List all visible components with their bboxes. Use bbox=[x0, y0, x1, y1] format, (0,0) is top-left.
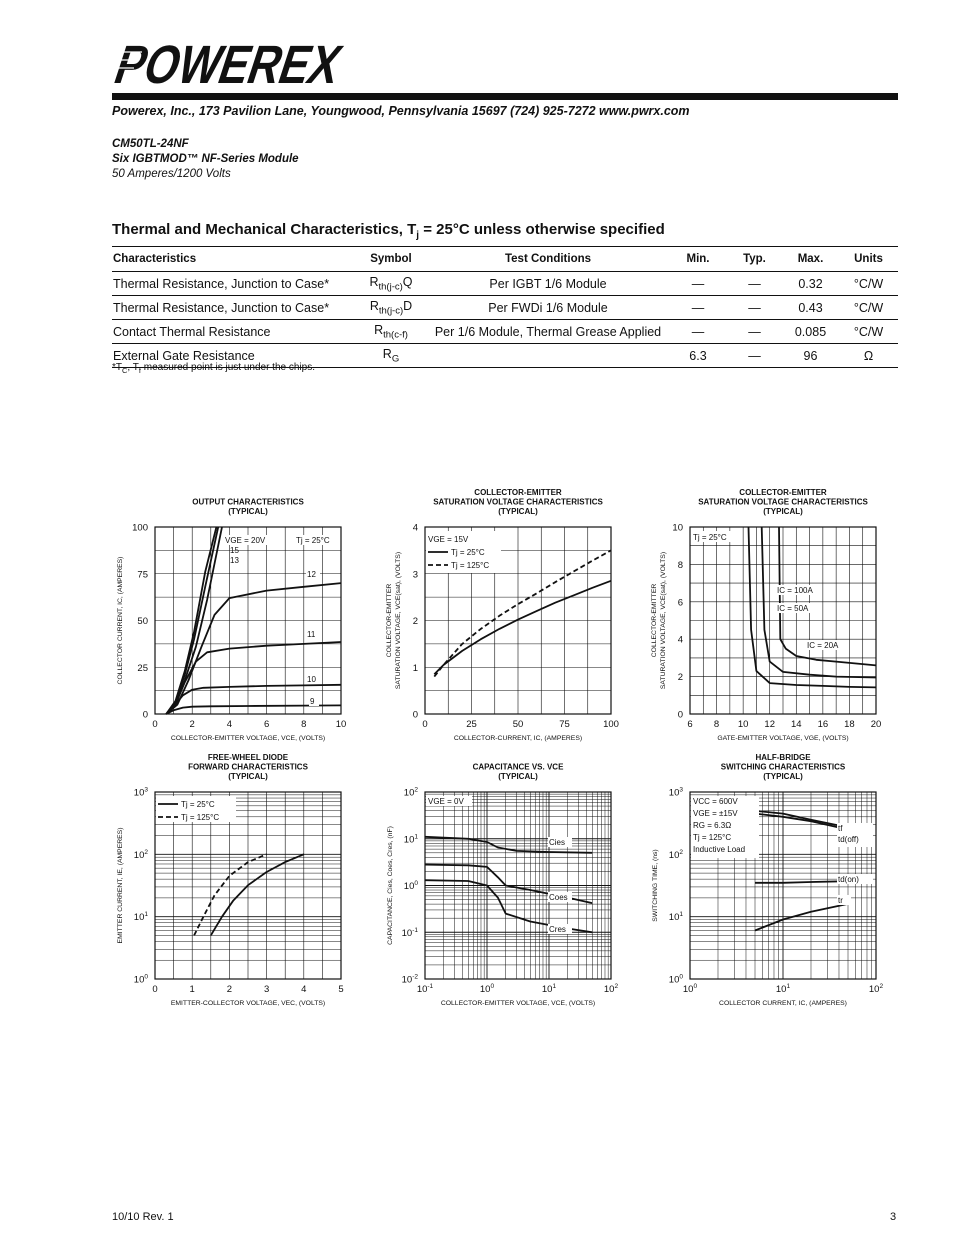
y-tick-label: 0 bbox=[677, 709, 683, 721]
chart-annotation: Tj = 125°C bbox=[693, 833, 732, 842]
y-tick-label: 0 bbox=[142, 709, 148, 721]
cell-symbol: $R_{th(j-c)}D$ bbox=[355, 296, 427, 320]
x-tick-label: 0 bbox=[422, 719, 428, 730]
cell-unit: °C/W bbox=[839, 272, 898, 296]
col-header: Min. bbox=[669, 247, 727, 272]
revision-label: 10/10 Rev. 1 bbox=[112, 1211, 174, 1223]
product-line: Six IGBTMOD™ NF-Series Module bbox=[112, 153, 299, 165]
chart-annotation: Inductive Load bbox=[693, 845, 746, 854]
chart-annotation: VGE = 0V bbox=[428, 797, 464, 806]
powerex-logo bbox=[107, 34, 404, 95]
chart-annotation: Tj = 25°C bbox=[451, 548, 485, 557]
chart-annotation: tr bbox=[838, 896, 843, 905]
col-header: Max. bbox=[782, 247, 839, 272]
chart-annotation: VCC = 600V bbox=[693, 797, 738, 806]
y-tick-label: 2 bbox=[412, 616, 418, 627]
y-axis-label: SATURATION VOLTAGE, VCE(sat), (VOLTS) bbox=[395, 551, 402, 690]
cell-characteristic: Thermal Resistance, Junction to Case* bbox=[112, 272, 355, 296]
col-header: Typ. bbox=[727, 247, 782, 272]
chart-annotation: Tj = 25°C bbox=[693, 533, 727, 542]
saturation-voltage-vs-current-chart bbox=[370, 485, 640, 750]
y-tick-label: $10^1$ bbox=[403, 833, 418, 846]
section-title: Thermal and Mechanical Characteristics, $T_j = 25^\circ C$ unless otherwise specified bbox=[112, 221, 665, 241]
x-tick-label: 4 bbox=[226, 719, 233, 730]
y-tick-label: $10^1$ bbox=[133, 911, 148, 924]
cell-symbol: $R_{th(j-c)}Q$ bbox=[355, 272, 427, 296]
chart-annotation: 10 bbox=[307, 675, 316, 684]
y-tick-label: 2 bbox=[677, 672, 683, 684]
x-tick-label: 18 bbox=[844, 719, 855, 730]
x-tick-label: 100 bbox=[603, 719, 619, 730]
series-line bbox=[434, 581, 611, 675]
chart-title-line: COLLECTOR-EMITTER bbox=[474, 488, 562, 497]
chart-title-line: OUTPUT CHARACTERISTICS bbox=[192, 497, 304, 507]
x-tick-label: $10^1$ bbox=[541, 983, 557, 995]
x-tick-label: 0 bbox=[152, 719, 158, 730]
y-tick-label: $10^2$ bbox=[133, 848, 148, 861]
table-row bbox=[112, 320, 898, 344]
chart-title-line: COLLECTOR-EMITTER bbox=[739, 488, 827, 497]
col-header: Symbol bbox=[355, 247, 427, 272]
cell-typ: — bbox=[727, 272, 782, 296]
x-tick-label: 2 bbox=[189, 719, 195, 730]
chart-annotation: 11 bbox=[307, 630, 316, 639]
x-tick-label: 10 bbox=[737, 719, 749, 730]
cell-max: 96 bbox=[782, 344, 839, 368]
chart-annotation: Tj = 125°C bbox=[181, 813, 220, 822]
cell-typ: — bbox=[727, 344, 782, 368]
header-rule bbox=[112, 93, 898, 100]
series-line bbox=[755, 814, 848, 830]
cell-min: — bbox=[669, 272, 727, 296]
x-tick-label: 14 bbox=[790, 719, 802, 730]
series-line bbox=[211, 854, 304, 935]
chart-annotation: Coes bbox=[549, 893, 568, 902]
col-header: Test Conditions bbox=[427, 247, 669, 272]
y-tick-label: 75 bbox=[137, 569, 148, 581]
y-tick-label: $10^2$ bbox=[403, 786, 418, 799]
cell-unit: °C/W bbox=[839, 296, 898, 320]
y-tick-label: $10^0$ bbox=[403, 880, 418, 892]
chart-title-line: SWITCHING CHARACTERISTICS bbox=[720, 762, 846, 772]
chart-annotation: 13 bbox=[230, 556, 239, 565]
chart-annotation: 15 bbox=[230, 546, 239, 555]
cell-unit: °C/W bbox=[839, 320, 898, 344]
saturation-voltage-vs-gate-chart bbox=[635, 485, 905, 750]
x-tick-label: 10 bbox=[335, 719, 347, 730]
cell-min: 6.3 bbox=[669, 344, 727, 368]
chart-annotation: 12 bbox=[307, 570, 316, 579]
chart-annotation: IC = 20A bbox=[807, 641, 839, 650]
x-tick-label: 6 bbox=[687, 719, 693, 730]
x-tick-label: 8 bbox=[713, 719, 720, 730]
company-address: Powerex, Inc., 173 Pavilion Lane, Youngwood, Pennsylvania 15697 (724) 925-7272 www.pwrx.com bbox=[112, 104, 690, 118]
y-tick-label: 25 bbox=[137, 662, 148, 674]
y-tick-label: 8 bbox=[677, 559, 683, 571]
y-tick-label: $10^1$ bbox=[668, 911, 683, 924]
switching-characteristics-chart bbox=[635, 750, 905, 1015]
chart-title-line: (TYPICAL) bbox=[498, 772, 538, 781]
cell-condition bbox=[427, 344, 669, 368]
cell-condition: Per 1/6 Module, Thermal Grease Applied bbox=[427, 320, 669, 344]
table-footnote: $*T_C$, $T_f$ measured point is just under the chips. bbox=[112, 362, 315, 375]
table-row bbox=[112, 296, 898, 320]
chart-title-line: (TYPICAL) bbox=[763, 772, 803, 781]
chart-annotation: 9 bbox=[310, 697, 315, 706]
x-tick-label: $10^0$ bbox=[682, 983, 698, 995]
table-row bbox=[112, 272, 898, 296]
x-tick-label: 1 bbox=[189, 984, 195, 995]
cell-max: 0.32 bbox=[782, 272, 839, 296]
cell-unit: Ω bbox=[839, 344, 898, 368]
product-rating: 50 Amperes/1200 Volts bbox=[112, 168, 231, 180]
cell-symbol: $R_{th(c-f)}$ bbox=[355, 320, 427, 344]
x-tick-label: $10^0$ bbox=[479, 983, 495, 995]
y-tick-label: 4 bbox=[412, 522, 418, 534]
y-tick-label: 4 bbox=[677, 634, 683, 646]
cell-typ: — bbox=[727, 320, 782, 344]
y-axis-label: SWITCHING TIME, (ns) bbox=[652, 849, 659, 922]
chart-annotation: IC = 50A bbox=[777, 604, 809, 613]
x-tick-label: 75 bbox=[559, 719, 570, 730]
y-tick-label: $10^0$ bbox=[668, 973, 683, 986]
x-axis-label: COLLECTOR-CURRENT, IC, (AMPERES) bbox=[453, 735, 583, 742]
y-tick-label: 50 bbox=[137, 616, 148, 627]
chart-title-line: (TYPICAL) bbox=[228, 507, 268, 516]
cell-min: — bbox=[669, 296, 727, 320]
cell-symbol: $R_G$ bbox=[355, 344, 427, 368]
x-tick-label: 25 bbox=[466, 719, 477, 730]
cell-max: 0.085 bbox=[782, 320, 839, 344]
y-tick-label: $10^{-2}$ bbox=[401, 973, 418, 986]
chart-title-line: (TYPICAL) bbox=[763, 507, 803, 516]
chart-annotation: VGE = 15V bbox=[428, 535, 469, 544]
x-axis-label: COLLECTOR-EMITTER VOLTAGE, VCE, (VOLTS) bbox=[170, 735, 326, 742]
y-axis-label: CAPACITANCE, Cies, Coes, Cres, (nF) bbox=[387, 826, 394, 945]
chart-title-line: (TYPICAL) bbox=[228, 772, 268, 781]
cell-min: — bbox=[669, 320, 727, 344]
chart-title-line: CAPACITANCE VS. VCE bbox=[472, 762, 564, 772]
x-tick-label: 2 bbox=[226, 984, 233, 995]
cell-condition: Per FWDi 1/6 Module bbox=[427, 296, 669, 320]
chart-annotation: tf bbox=[838, 824, 843, 833]
x-tick-label: 8 bbox=[301, 719, 307, 730]
thermal-characteristics-table bbox=[112, 246, 898, 368]
x-tick-label: 5 bbox=[338, 984, 344, 995]
chart-title-line: SATURATION VOLTAGE CHARACTERISTICS bbox=[698, 497, 868, 507]
y-axis-label: SATURATION VOLTAGE, VCE(sat), (VOLTS) bbox=[660, 551, 667, 690]
chart-annotation: Cres bbox=[549, 925, 566, 934]
chart-annotation: Tj = 25°C bbox=[181, 800, 215, 809]
chart-title-line: (TYPICAL) bbox=[498, 507, 538, 516]
x-axis-label: COLLECTOR CURRENT, IC, (AMPERES) bbox=[719, 1000, 847, 1007]
cell-characteristic: Thermal Resistance, Junction to Case* bbox=[112, 296, 355, 320]
y-tick-label: $10^{-1}$ bbox=[401, 926, 418, 939]
x-tick-label: 6 bbox=[263, 719, 270, 730]
y-tick-label: 10 bbox=[672, 522, 683, 534]
x-tick-label: 3 bbox=[263, 984, 270, 995]
y-axis-label: EMITTER CURRENT, IE, (AMPERES) bbox=[117, 827, 124, 944]
x-tick-label: 12 bbox=[764, 719, 776, 730]
x-tick-label: 16 bbox=[817, 719, 829, 730]
x-tick-label: $10^2$ bbox=[603, 983, 619, 995]
x-tick-label: 50 bbox=[512, 719, 524, 730]
y-tick-label: 1 bbox=[412, 662, 418, 674]
chart-title-line: FORWARD CHARACTERISTICS bbox=[188, 762, 308, 772]
y-tick-label: 100 bbox=[132, 522, 148, 534]
y-tick-label: $10^2$ bbox=[668, 848, 683, 861]
cell-characteristic: External Gate Resistance bbox=[112, 344, 355, 368]
x-axis-label: EMITTER-COLLECTOR VOLTAGE, VEC, (VOLTS) bbox=[170, 1000, 326, 1007]
chart-annotation: td(on) bbox=[838, 875, 859, 884]
y-tick-label: 0 bbox=[412, 709, 418, 721]
chart-title-line: HALF-BRIDGE bbox=[755, 753, 811, 762]
y-axis-label: COLLECTOR-EMITTER bbox=[386, 583, 393, 658]
chart-annotation: VGE = 20V bbox=[225, 536, 266, 545]
chart-annotation: Cies bbox=[549, 838, 566, 847]
chart-annotation: td(off) bbox=[838, 835, 859, 844]
logo-text: POWEREX bbox=[107, 34, 404, 95]
cell-typ: — bbox=[727, 296, 782, 320]
y-tick-label: 6 bbox=[677, 597, 683, 609]
x-tick-label: $10^1$ bbox=[775, 983, 791, 995]
chart-annotation: Tj = 125°C bbox=[451, 561, 490, 570]
cell-characteristic: Contact Thermal Resistance bbox=[112, 320, 355, 344]
y-tick-label: $10^3$ bbox=[668, 786, 683, 799]
cell-max: 0.43 bbox=[782, 296, 839, 320]
y-tick-label: 3 bbox=[412, 569, 418, 581]
part-number: CM50TL-24NF bbox=[112, 138, 189, 150]
x-tick-label: 20 bbox=[870, 719, 882, 730]
y-tick-label: $10^3$ bbox=[133, 786, 148, 799]
chart-title-line: FREE-WHEEL DIODE bbox=[207, 753, 289, 762]
page-number: 3 bbox=[890, 1211, 897, 1223]
free-wheel-diode-chart bbox=[100, 750, 370, 1015]
x-tick-label: 4 bbox=[301, 984, 307, 995]
output-characteristics-chart bbox=[100, 485, 370, 750]
col-header: Characteristics bbox=[112, 247, 355, 272]
chart-annotation: IC = 100A bbox=[777, 586, 813, 595]
col-header: Units bbox=[839, 247, 898, 272]
chart-title-line: SATURATION VOLTAGE CHARACTERISTICS bbox=[433, 497, 603, 507]
table-header-row bbox=[112, 247, 898, 272]
x-tick-label: $10^{-1}$ bbox=[416, 983, 434, 995]
y-axis-label: COLLECTOR-EMITTER bbox=[651, 583, 658, 658]
x-axis-label: GATE-EMITTER VOLTAGE, VGE, (VOLTS) bbox=[717, 735, 849, 742]
y-tick-label: $10^0$ bbox=[133, 973, 148, 986]
x-tick-label: $10^2$ bbox=[868, 983, 884, 995]
cell-condition: Per IGBT 1/6 Module bbox=[427, 272, 669, 296]
chart-annotation: VGE = ±15V bbox=[693, 809, 738, 818]
chart-annotation: RG = 6.3Ω bbox=[693, 821, 732, 830]
series-line bbox=[194, 854, 267, 935]
chart-annotation: Tj = 25°C bbox=[296, 536, 330, 545]
series-line bbox=[755, 881, 848, 883]
y-axis-label: COLLECTOR CURRENT, IC, (AMPERES) bbox=[117, 556, 124, 685]
x-axis-label: COLLECTOR-EMITTER VOLTAGE, VCE, (VOLTS) bbox=[440, 1000, 596, 1007]
capacitance-vs-vce-chart bbox=[370, 750, 640, 1015]
x-tick-label: 0 bbox=[152, 984, 158, 995]
